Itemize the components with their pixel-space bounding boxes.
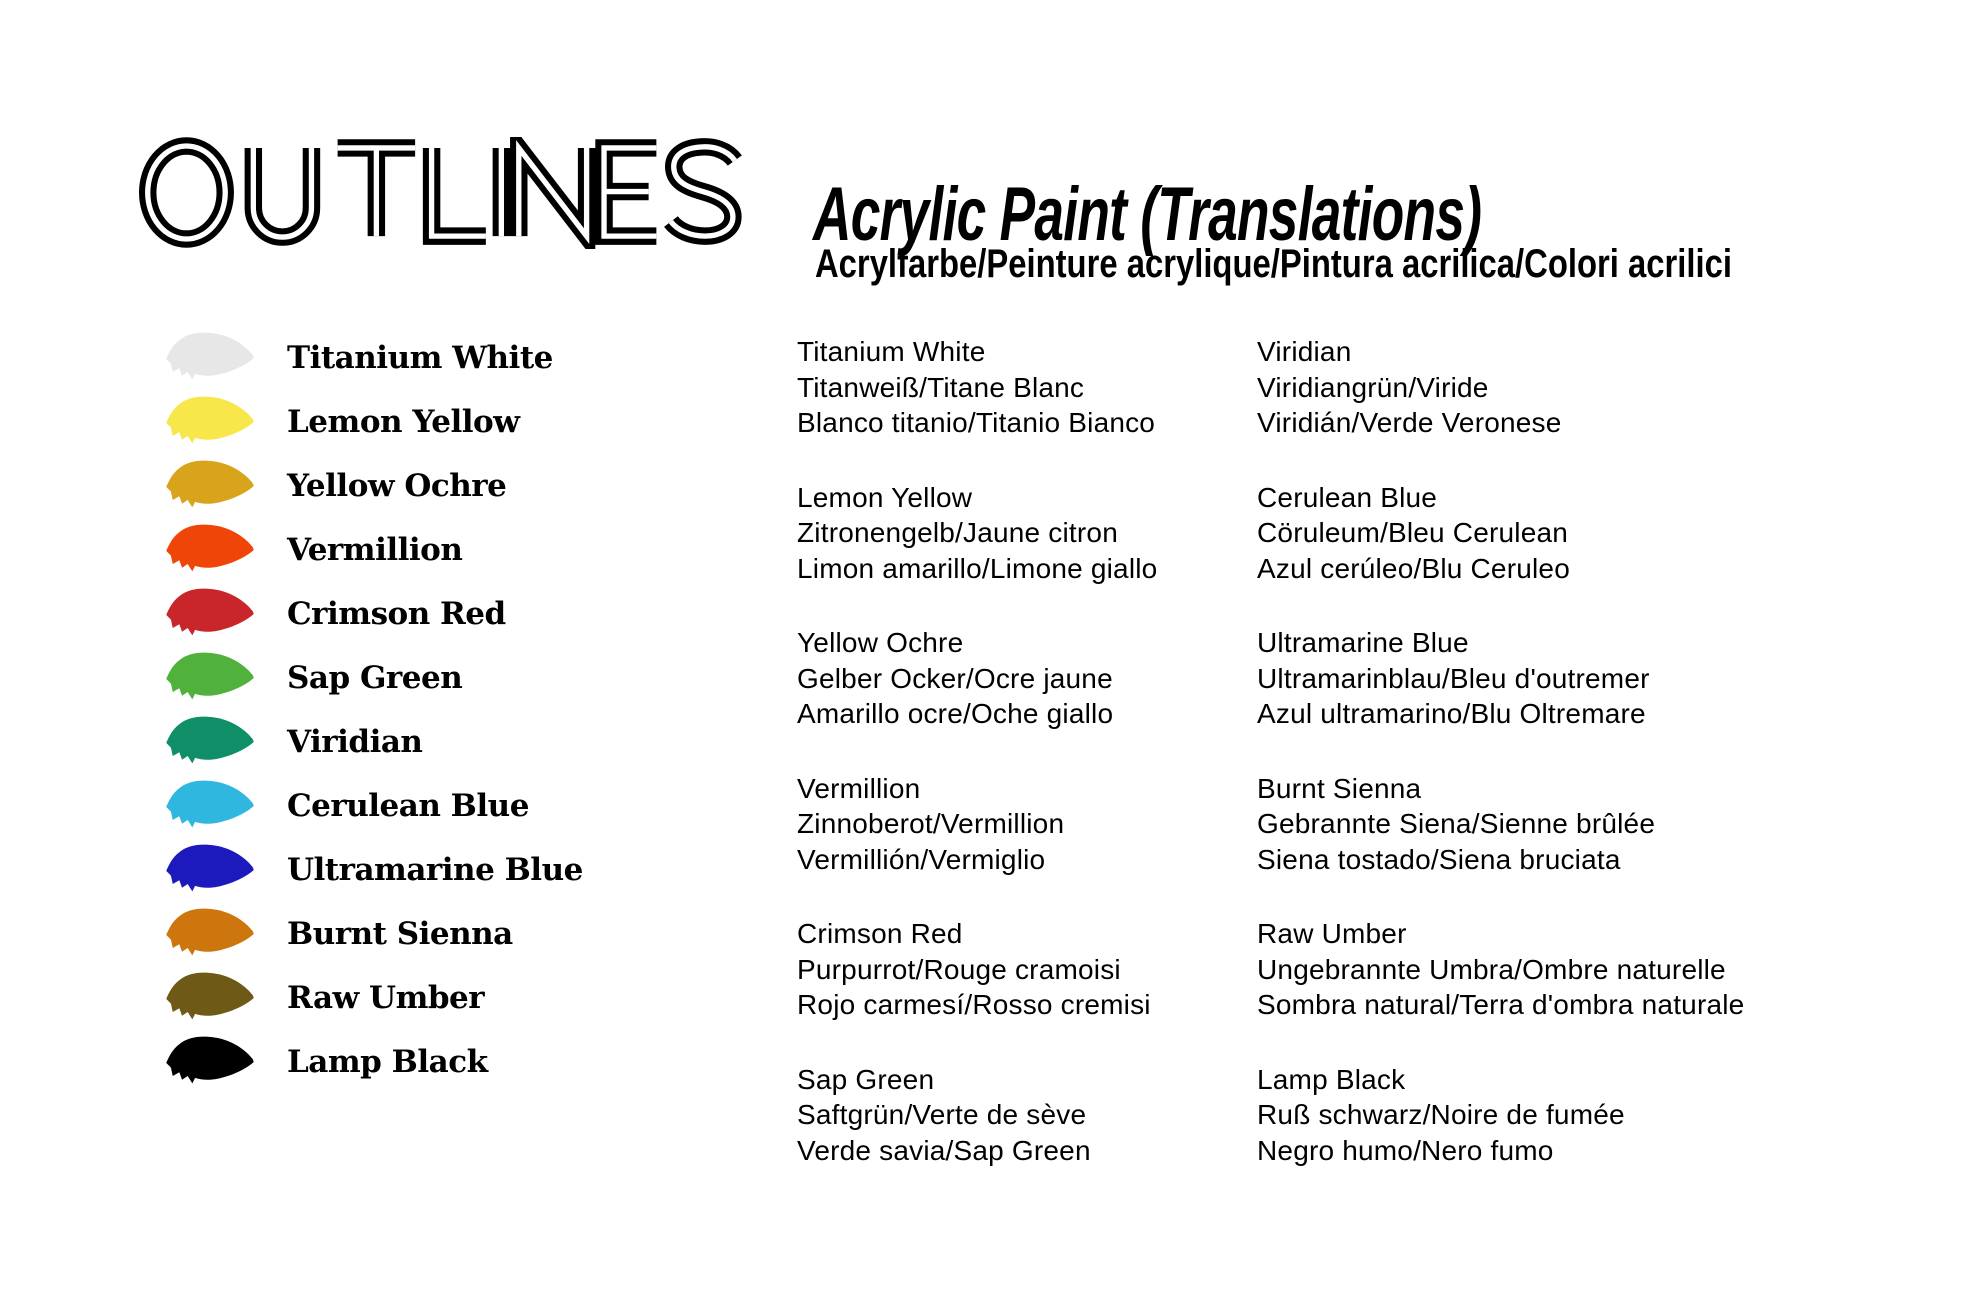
translation-es-it-line: Rojo carmesí/Rosso cremisi bbox=[797, 989, 1151, 1020]
paint-swatch-icon bbox=[162, 971, 258, 1025]
translation-block bbox=[1257, 1062, 1744, 1169]
page-title: Acrylic Paint (Translations) bbox=[813, 171, 1482, 257]
outlines-logo bbox=[139, 137, 761, 254]
paint-color-row bbox=[162, 518, 583, 582]
translation-block bbox=[797, 480, 1157, 587]
paint-swatch-icon bbox=[162, 779, 258, 833]
paint-swatch-icon bbox=[162, 843, 258, 897]
paint-name-label: Viridian bbox=[287, 724, 423, 760]
page-subtitle: Acrylfarbe/Peinture acrylique/Pintura acrilica/Colori acrilici bbox=[815, 242, 1732, 287]
paint-color-row bbox=[162, 774, 583, 838]
translation-es-it-line: Verde savia/Sap Green bbox=[797, 1134, 1091, 1166]
paint-swatch-icon bbox=[162, 1035, 258, 1089]
translation-name-en: Cerulean Blue bbox=[1257, 481, 1438, 513]
paint-color-row bbox=[162, 838, 583, 902]
translation-block bbox=[1257, 771, 1744, 878]
outlines-logo-lettering bbox=[139, 137, 761, 249]
translation-de-fr-line: Ultramarinblau/Bleu d'outremer bbox=[1257, 662, 1650, 694]
paint-name-label: Cerulean Blue bbox=[287, 788, 529, 824]
translation-es-it-line: Vermillión/Vermiglio bbox=[797, 843, 1046, 875]
paint-swatch-icon bbox=[162, 907, 258, 961]
paint-name-label: Lamp Black bbox=[287, 1044, 488, 1080]
translation-name-en: Lamp Black bbox=[1257, 1063, 1406, 1095]
paint-name-label: Crimson Red bbox=[287, 596, 506, 632]
paint-name-label: Burnt Sienna bbox=[287, 916, 513, 952]
translation-name-en: Viridian bbox=[1257, 336, 1352, 367]
paint-color-row bbox=[162, 710, 583, 774]
paint-name-label: Yellow Ochre bbox=[287, 468, 507, 504]
translation-name-en: Burnt Sienna bbox=[1257, 772, 1422, 804]
translation-de-fr-line: Saftgrün/Verte de sève bbox=[797, 1099, 1087, 1130]
paint-swatch-icon bbox=[162, 715, 258, 769]
translation-block bbox=[797, 625, 1157, 732]
translation-name-en: Crimson Red bbox=[797, 918, 963, 949]
translation-block bbox=[1257, 625, 1744, 732]
paint-swatch-icon bbox=[162, 331, 258, 385]
translation-de-fr-line: Gelber Ocker/Ocre jaune bbox=[797, 662, 1113, 694]
translation-name-en: Lemon Yellow bbox=[797, 481, 973, 513]
translation-name-en: Ultramarine Blue bbox=[1257, 627, 1469, 658]
translation-name-en: Vermillion bbox=[797, 772, 921, 804]
translation-block bbox=[1257, 480, 1744, 587]
paint-swatch-icon bbox=[162, 651, 258, 705]
paint-color-row bbox=[162, 1030, 583, 1094]
translation-block bbox=[1257, 334, 1744, 441]
paint-name-label: Raw Umber bbox=[287, 980, 485, 1016]
translation-de-fr-line: Purpurrot/Rouge cramoisi bbox=[797, 953, 1121, 985]
paint-color-row bbox=[162, 326, 583, 390]
translation-block bbox=[797, 1062, 1157, 1169]
paint-name-label: Lemon Yellow bbox=[287, 404, 520, 440]
paint-swatch-icon bbox=[162, 523, 258, 577]
paint-color-row bbox=[162, 902, 583, 966]
paint-color-row bbox=[162, 646, 583, 710]
paint-swatch-icon bbox=[162, 395, 258, 449]
paint-color-row bbox=[162, 390, 583, 454]
translation-de-fr-line: Ungebrannte Umbra/Ombre naturelle bbox=[1257, 953, 1726, 985]
translation-block bbox=[797, 771, 1157, 878]
paint-name-label: Vermillion bbox=[287, 532, 463, 568]
paint-swatch-icon bbox=[162, 587, 258, 641]
translation-es-it-line: Azul cerúleo/Blu Ceruleo bbox=[1257, 552, 1570, 584]
translation-name-en: Raw Umber bbox=[1257, 918, 1407, 949]
translations-col2 bbox=[1257, 334, 1744, 1207]
translation-es-it-line: Amarillo ocre/Oche giallo bbox=[797, 698, 1114, 729]
paint-name-label: Titanium White bbox=[287, 340, 553, 376]
translation-es-it-line: Sombra natural/Terra d'ombra naturale bbox=[1257, 989, 1745, 1020]
paint-name-label: Ultramarine Blue bbox=[287, 852, 583, 888]
translation-name-en: Titanium White bbox=[797, 336, 986, 367]
paint-swatch-icon bbox=[162, 459, 258, 513]
palette-list bbox=[162, 326, 583, 1094]
translation-name-en: Yellow Ochre bbox=[797, 627, 964, 658]
translation-es-it-line: Limon amarillo/Limone giallo bbox=[797, 552, 1158, 584]
translation-block bbox=[797, 916, 1157, 1023]
translation-de-fr-line: Cöruleum/Bleu Cerulean bbox=[1257, 517, 1569, 548]
translation-name-en: Sap Green bbox=[797, 1063, 935, 1095]
translation-es-it-line: Negro humo/Nero fumo bbox=[1257, 1134, 1554, 1166]
translation-es-it-line: Siena tostado/Siena bruciata bbox=[1257, 843, 1621, 875]
translation-block bbox=[797, 334, 1157, 441]
translation-de-fr-line: Ruß schwarz/Noire de fumée bbox=[1257, 1099, 1625, 1130]
translation-block bbox=[1257, 916, 1744, 1023]
translation-de-fr-line: Titanweiß/Titane Blanc bbox=[797, 371, 1085, 403]
paint-name-label: Sap Green bbox=[287, 660, 463, 696]
translation-es-it-line: Blanco titanio/Titanio Bianco bbox=[797, 407, 1156, 438]
translation-de-fr-line: Zitronengelb/Jaune citron bbox=[797, 517, 1118, 548]
translation-de-fr-line: Zinnoberot/Vermillion bbox=[797, 808, 1065, 839]
translation-de-fr-line: Gebrannte Siena/Sienne brûlée bbox=[1257, 808, 1656, 839]
translations-col1 bbox=[797, 334, 1157, 1207]
translation-es-it-line: Azul ultramarino/Blu Oltremare bbox=[1257, 698, 1646, 729]
translation-es-it-line: Viridián/Verde Veronese bbox=[1257, 407, 1562, 438]
paint-color-row bbox=[162, 582, 583, 646]
paint-color-row bbox=[162, 454, 583, 518]
paint-color-row bbox=[162, 966, 583, 1030]
translation-de-fr-line: Viridiangrün/Viride bbox=[1257, 371, 1489, 403]
